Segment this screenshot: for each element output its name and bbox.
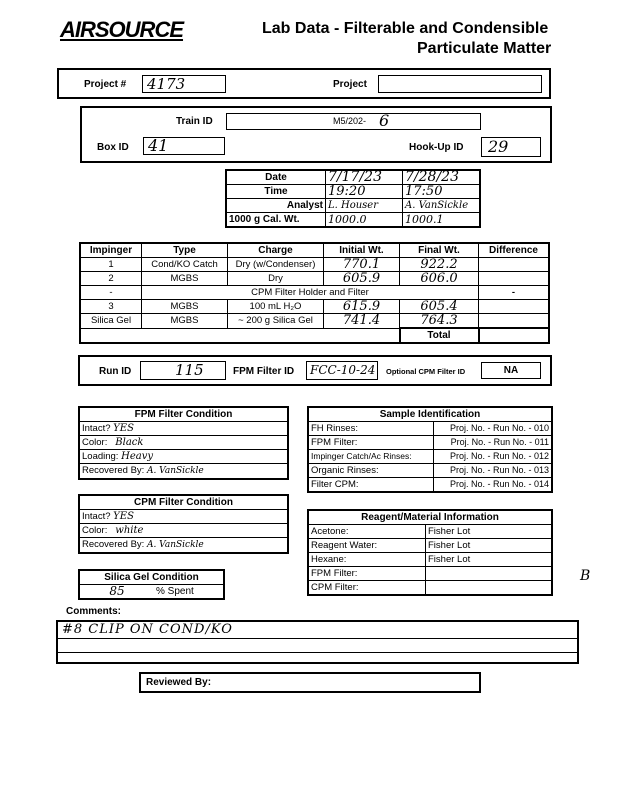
fpm-color-value: Black xyxy=(115,437,144,448)
final-weight[interactable]: 922.2 xyxy=(400,258,479,272)
margin-mark: B xyxy=(580,568,591,584)
sample-id-title: Sample Identification xyxy=(308,407,552,422)
list-item xyxy=(79,510,288,524)
difference-cell[interactable] xyxy=(479,258,550,272)
list-item xyxy=(79,538,288,554)
date-value-1[interactable]: 7/17/23 xyxy=(326,170,403,185)
sample-organic-label: Organic Rinses: xyxy=(308,464,434,478)
list-item xyxy=(308,422,552,436)
table-row xyxy=(80,272,549,286)
fpm-color-label: Color: xyxy=(82,437,108,448)
cpm-condition-table xyxy=(78,494,289,554)
impinger-type: MGBS xyxy=(142,300,228,314)
silica-condition-table xyxy=(78,569,225,600)
list-item xyxy=(308,539,552,553)
impinger-number: Silica Gel xyxy=(80,314,142,329)
list-item xyxy=(79,436,288,450)
total-label: Total xyxy=(400,328,479,343)
list-item xyxy=(79,450,288,464)
final-weight[interactable]: 606.0 xyxy=(400,272,479,286)
reagent-cpm-value[interactable] xyxy=(426,581,553,596)
project-number-field[interactable]: 4173 xyxy=(142,75,226,93)
project-name-field[interactable] xyxy=(378,75,542,93)
cpm-intact-value: YES xyxy=(113,511,134,522)
impinger-number: 2 xyxy=(80,272,142,286)
fpm-intact-value: YES xyxy=(113,423,134,434)
list-item xyxy=(308,436,552,450)
list-item xyxy=(79,524,288,538)
impinger-number: - xyxy=(80,286,142,300)
sample-fpm-value: Proj. No. - Run No. - 011 xyxy=(434,436,553,450)
impinger-type: Cond/KO Catch xyxy=(142,258,228,272)
list-item xyxy=(79,422,288,436)
impinger-charge: Dry (w/Condenser) xyxy=(228,258,324,272)
cal-weight-value-1[interactable]: 1000.0 xyxy=(326,213,403,228)
list-item xyxy=(308,553,552,567)
reagent-fpm-value[interactable] xyxy=(426,567,553,581)
list-item xyxy=(308,464,552,478)
fpm-loading-row[interactable] xyxy=(79,450,288,464)
reagent-water-value[interactable]: Fisher Lot xyxy=(426,539,553,553)
run-id-field[interactable]: 115 xyxy=(140,361,226,380)
analyst-value-1[interactable]: L. Houser xyxy=(326,199,403,213)
fpm-recovered-label: Recovered By: xyxy=(82,465,145,476)
comments-box[interactable] xyxy=(56,620,579,664)
list-item xyxy=(308,478,552,493)
cpm-color-label: Color: xyxy=(82,525,108,536)
table-row xyxy=(80,314,549,329)
list-item xyxy=(308,581,552,596)
impinger-type: MGBS xyxy=(142,314,228,329)
fpm-condition-title: FPM Filter Condition xyxy=(79,407,288,422)
train-id-field[interactable] xyxy=(226,113,481,130)
sample-impinger-label: Impinger Catch/Ac Rinses: xyxy=(308,450,434,464)
box-id-field[interactable]: 41 xyxy=(143,137,225,155)
initial-weight[interactable]: 605.9 xyxy=(324,272,400,286)
sample-impinger-value: Proj. No. - Run No. - 012 xyxy=(434,450,553,464)
list-item xyxy=(308,450,552,464)
table-row xyxy=(80,258,549,272)
total-value[interactable] xyxy=(479,328,550,343)
impinger-charge: 100 mL H₂O xyxy=(228,300,324,314)
comments-text: #8 CLIP ON COND/KO xyxy=(62,622,233,637)
fpm-recovered-row[interactable] xyxy=(79,464,288,480)
reagent-hexane-value[interactable]: Fisher Lot xyxy=(426,553,553,567)
sample-organic-value: Proj. No. - Run No. - 013 xyxy=(434,464,553,478)
difference-cell: - xyxy=(479,286,550,300)
time-label: Time xyxy=(226,185,326,199)
cal-weight-label: 1000 g Cal. Wt. xyxy=(226,213,326,228)
reagent-cpm-label: CPM Filter: xyxy=(308,581,426,596)
sample-id-table xyxy=(307,406,553,493)
sample-fh-value: Proj. No. - Run No. - 010 xyxy=(434,422,553,436)
cpm-color-row[interactable] xyxy=(79,524,288,538)
cpm-holder-text: CPM Filter Holder and Filter xyxy=(142,286,479,300)
reagent-acetone-value[interactable]: Fisher Lot xyxy=(426,525,553,539)
date-value-2[interactable]: 7/28/23 xyxy=(403,170,481,185)
impinger-number: 1 xyxy=(80,258,142,272)
sample-fh-label: FH Rinses: xyxy=(308,422,434,436)
cpm-recovered-label: Recovered By: xyxy=(82,539,145,550)
silica-condition-title: Silica Gel Condition xyxy=(79,570,224,585)
impinger-charge: Dry xyxy=(228,272,324,286)
header-impinger: Impinger xyxy=(80,243,142,258)
train-id-value: M5/202- xyxy=(333,116,367,126)
fpm-intact-row[interactable] xyxy=(79,422,288,436)
cpm-intact-label: Intact? xyxy=(82,511,111,522)
reviewed-label: Reviewed By: xyxy=(146,677,212,688)
fpm-condition-table xyxy=(78,406,289,480)
hookup-id-label: Hook-Up ID xyxy=(409,142,464,153)
sample-cpm-value: Proj. No. - Run No. - 014 xyxy=(434,478,553,493)
reagent-table xyxy=(307,509,553,596)
comments-label: Comments: xyxy=(66,606,122,617)
impinger-table xyxy=(79,242,550,344)
fpm-filter-id-label: FPM Filter ID xyxy=(233,366,295,377)
project-name-label: Project xyxy=(333,79,367,90)
hookup-id-field[interactable]: 29 xyxy=(481,137,541,157)
fpm-recovered-value: A. VanSickle xyxy=(146,466,204,476)
date-time-table xyxy=(225,169,481,228)
cpm-recovered-value: A. VanSickle xyxy=(146,540,204,550)
company-logo: AIRSOURCE xyxy=(60,17,184,42)
cpm-recovered-row[interactable] xyxy=(79,538,288,554)
comments-divider xyxy=(58,638,577,639)
final-weight[interactable]: 605.4 xyxy=(400,300,479,314)
impinger-charge: ~ 200 g Silica Gel xyxy=(228,314,324,329)
cpm-filter-id-label: Optional CPM Filter ID xyxy=(386,367,466,376)
initial-weight[interactable]: 770.1 xyxy=(324,258,400,272)
difference-cell[interactable] xyxy=(479,272,550,286)
difference-cell[interactable] xyxy=(479,314,550,329)
table-row xyxy=(80,300,549,314)
cal-weight-value-2[interactable]: 1000.1 xyxy=(403,213,481,228)
table-row xyxy=(80,286,549,300)
header-difference: Difference xyxy=(479,243,550,258)
impinger-number: 3 xyxy=(80,300,142,314)
list-item xyxy=(79,464,288,480)
sample-cpm-label: Filter CPM: xyxy=(308,478,434,493)
page-title-line2: Particulate Matter xyxy=(417,40,552,57)
sample-fpm-label: FPM Filter: xyxy=(308,436,434,450)
initial-weight[interactable]: 615.9 xyxy=(324,300,400,314)
analyst-label: Analyst xyxy=(226,199,326,213)
fpm-loading-value: Heavy xyxy=(121,451,153,462)
box-id-label: Box ID xyxy=(97,142,129,153)
time-value-1[interactable]: 19:20 xyxy=(326,185,403,199)
fpm-intact-label: Intact? xyxy=(82,423,111,434)
time-value-2[interactable]: 17:50 xyxy=(403,185,481,199)
fpm-loading-label: Loading: xyxy=(82,451,119,462)
total-row xyxy=(80,328,549,343)
impinger-type: MGBS xyxy=(142,272,228,286)
comments-divider xyxy=(58,652,577,653)
reagent-fpm-label: FPM Filter: xyxy=(308,567,426,581)
cpm-intact-row[interactable] xyxy=(79,510,288,524)
date-label: Date xyxy=(226,170,326,185)
silica-spent-value[interactable]: 85 xyxy=(79,585,154,600)
header-final: Final Wt. xyxy=(400,243,479,258)
fpm-color-row[interactable] xyxy=(79,436,288,450)
list-item xyxy=(308,525,552,539)
reagent-title: Reagent/Material Information xyxy=(308,510,552,525)
silica-spent-unit: % Spent xyxy=(154,585,224,600)
initial-weight[interactable]: 741.4 xyxy=(324,314,400,329)
final-weight[interactable]: 764.3 xyxy=(400,314,479,329)
reagent-acetone-label: Acetone: xyxy=(308,525,426,539)
project-number-label: Project # xyxy=(84,79,127,90)
list-item xyxy=(308,567,552,581)
run-id-label: Run ID xyxy=(99,366,132,377)
header-initial: Initial Wt. xyxy=(324,243,400,258)
analyst-value-2[interactable]: A. VanSickle xyxy=(403,199,481,213)
fpm-filter-id-field[interactable]: FCC-10-24 xyxy=(306,361,378,380)
reagent-hexane-label: Hexane: xyxy=(308,553,426,567)
train-id-handwritten: 6 xyxy=(379,111,390,130)
cpm-condition-title: CPM Filter Condition xyxy=(79,495,288,510)
difference-cell[interactable] xyxy=(479,300,550,314)
header-charge: Charge xyxy=(228,243,324,258)
reagent-water-label: Reagent Water: xyxy=(308,539,426,553)
cpm-filter-id-field[interactable]: NA xyxy=(481,362,541,379)
train-id-label: Train ID xyxy=(176,116,213,127)
cpm-color-value: white xyxy=(115,525,144,536)
page-title-line1: Lab Data - Filterable and Condensible xyxy=(262,20,549,37)
header-type: Type xyxy=(142,243,228,258)
